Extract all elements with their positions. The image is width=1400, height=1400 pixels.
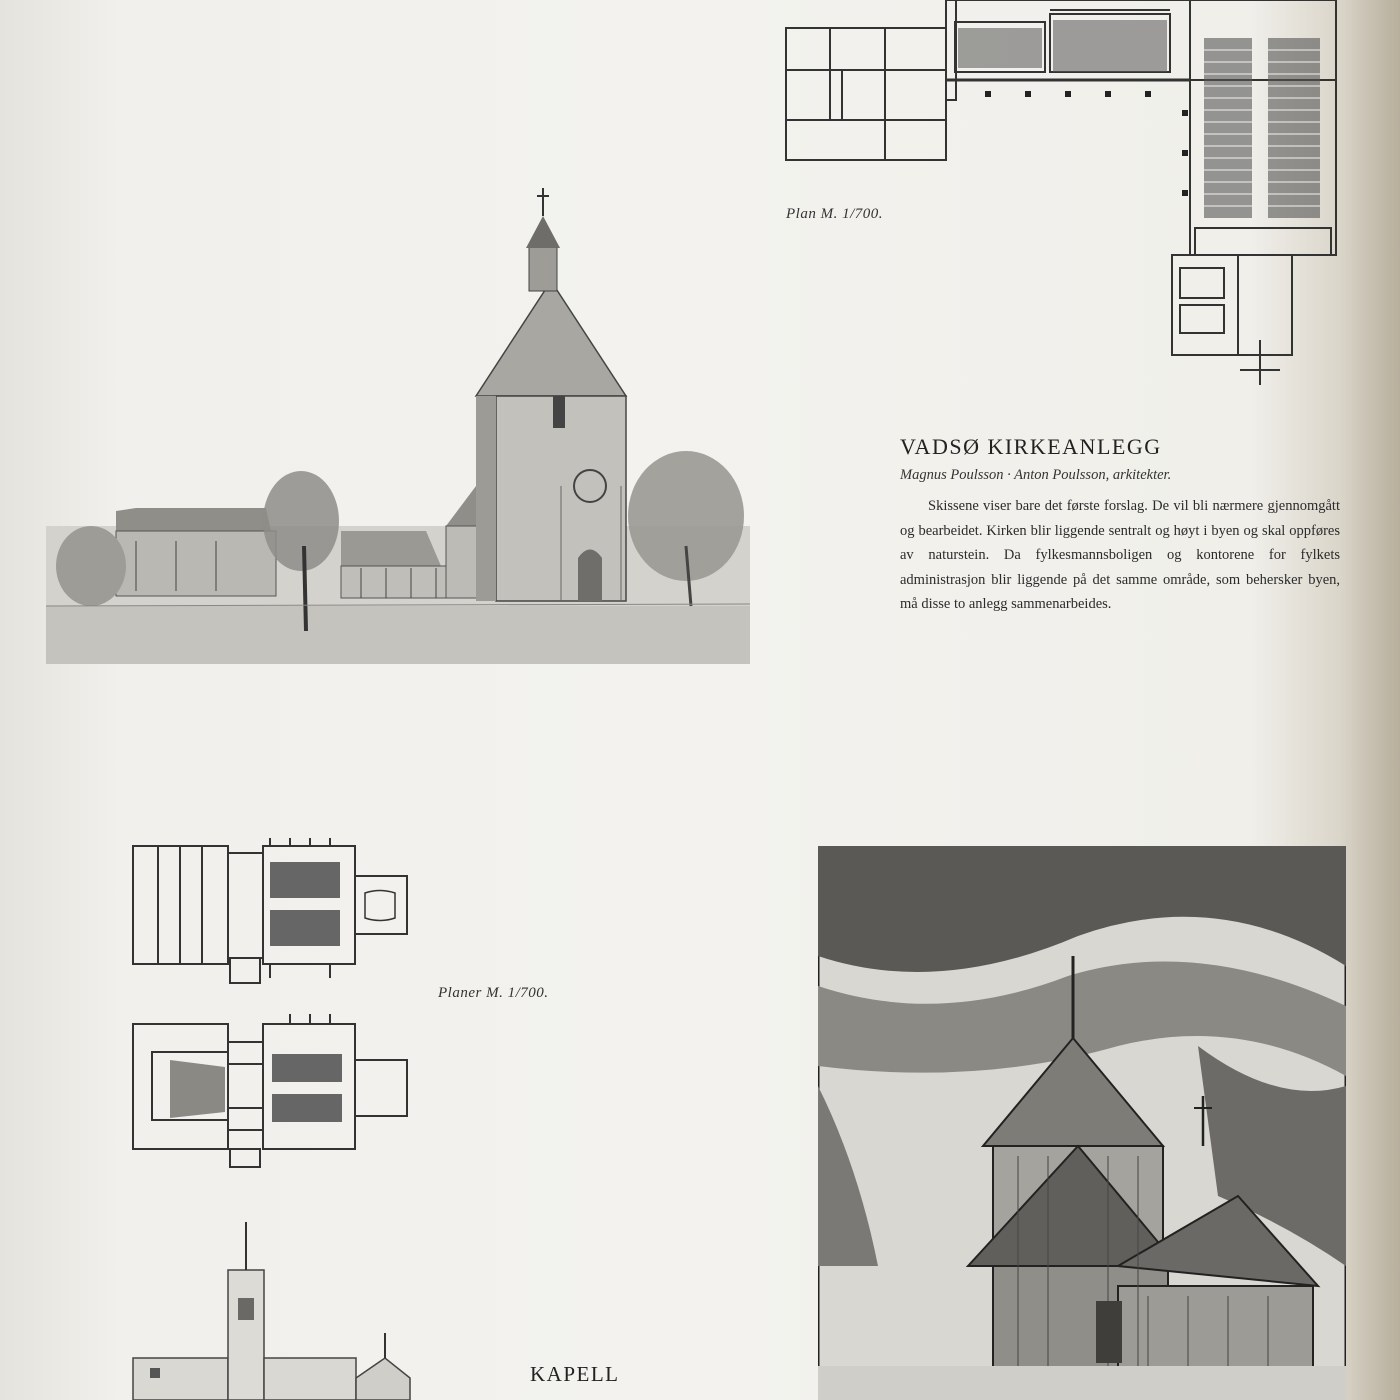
kapell-title: KAPELL xyxy=(530,1362,620,1386)
vadso-church-sketch xyxy=(46,186,750,664)
kapell-floor-plan-upper xyxy=(130,838,410,988)
vadso-plan-caption: Plan M. 1/700. xyxy=(786,206,883,222)
vadso-credit: Magnus Poulsson · Anton Poulsson, arkitekter. xyxy=(900,467,1172,483)
vadso-floor-plan xyxy=(780,0,1360,390)
vadso-title: VADSØ KIRKEANLEGG xyxy=(900,434,1162,459)
kapell-plans-caption: Planer M. 1/700. xyxy=(438,985,549,1001)
vadso-description: Skissene viser bare det første forslag. De vil bli nærmere gjennomgått og bearbeidet. Kirken blir liggende sentralt og høyt i byen og skal oppføres av naturstein. Da fylkesmannsboligen og kontorene for fylkets administrasjon blir liggende på det samme område, som behersker byen, må disse to anlegg sammenarbeides. xyxy=(900,498,1340,613)
kapell-church-sketch xyxy=(818,846,1346,1400)
kapell-elevation-drawing xyxy=(130,1218,415,1400)
kapell-floor-plan-lower xyxy=(130,1012,410,1170)
